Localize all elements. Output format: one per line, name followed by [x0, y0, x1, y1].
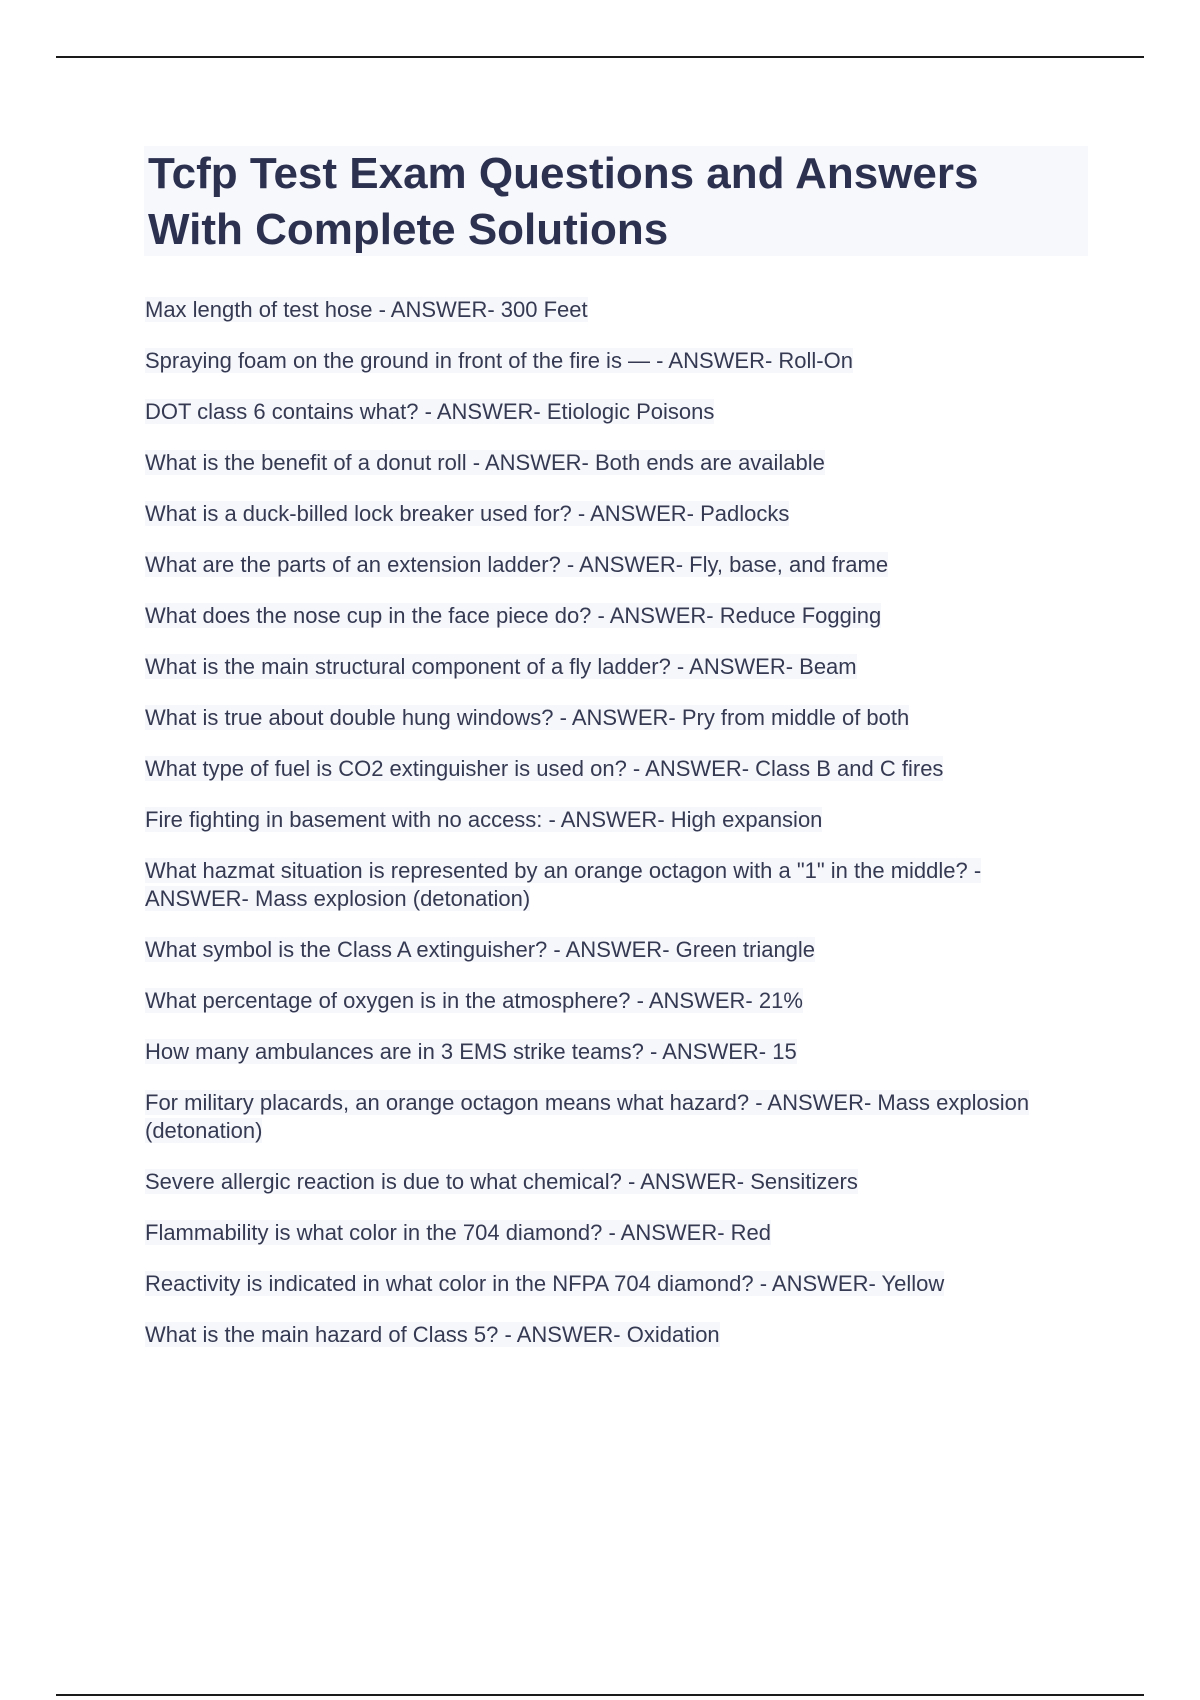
qa-text: What is true about double hung windows? - ANSWER- Pry from middle of both [145, 705, 910, 730]
qa-text: DOT class 6 contains what? - ANSWER- Etiologic Poisons [145, 399, 715, 424]
qa-item-15 [145, 1038, 1075, 1066]
qa-text: What is a duck-billed lock breaker used for? - ANSWER- Padlocks [145, 501, 790, 526]
qa-text: What type of fuel is CO2 extinguisher is used on? - ANSWER- Class B and C fires [145, 756, 944, 781]
qa-text: Max length of test hose - ANSWER- 300 Feet [145, 297, 588, 322]
header-rule [56, 56, 1144, 58]
qa-text: What percentage of oxygen is in the atmosphere? - ANSWER- 21% [145, 988, 803, 1013]
qa-text: What are the parts of an extension ladder? - ANSWER- Fly, base, and frame [145, 552, 889, 577]
qa-text: What symbol is the Class A extinguisher? - ANSWER- Green triangle [145, 937, 816, 962]
qa-text: For military placards, an orange octagon means what hazard? - ANSWER- Mass explosion (detonation) [145, 1090, 1030, 1143]
qa-text: What hazmat situation is represented by an orange octagon with a "1" in the middle? - ANSWER- Mass explosion (detonation) [145, 858, 982, 911]
qa-item-2 [145, 347, 1075, 375]
qa-item-16 [145, 1089, 1075, 1145]
qa-text: What is the main hazard of Class 5? - ANSWER- Oxidation [145, 1322, 720, 1347]
qa-item-17 [145, 1168, 1075, 1196]
qa-item-9 [145, 704, 1075, 732]
qa-item-7 [145, 602, 1075, 630]
qa-item-19 [145, 1270, 1075, 1298]
qa-item-4 [145, 449, 1075, 477]
qa-item-8 [145, 653, 1075, 681]
qa-item-11 [145, 806, 1075, 834]
qa-text: What is the main structural component of a fly ladder? - ANSWER- Beam [145, 654, 857, 679]
qa-item-10 [145, 755, 1075, 783]
qa-item-12 [145, 857, 1075, 913]
qa-text: Spraying foam on the ground in front of the fire is — - ANSWER- Roll-On [145, 348, 853, 373]
footer-rule [56, 1694, 1144, 1696]
qa-text: Flammability is what color in the 704 diamond? - ANSWER- Red [145, 1220, 772, 1245]
qa-item-5 [145, 500, 1075, 528]
qa-text: Severe allergic reaction is due to what chemical? - ANSWER- Sensitizers [145, 1169, 858, 1194]
qa-text: Reactivity is indicated in what color in the NFPA 704 diamond? - ANSWER- Yellow [145, 1271, 945, 1296]
qa-item-13 [145, 936, 1075, 964]
qa-item-1 [145, 296, 1075, 324]
title-block [144, 146, 1088, 256]
qa-item-3 [145, 398, 1075, 426]
qa-list [145, 296, 1075, 1372]
document-title: Tcfp Test Exam Questions and Answers With Complete Solutions [148, 149, 979, 254]
qa-item-6 [145, 551, 1075, 579]
qa-text: Fire fighting in basement with no access: - ANSWER- High expansion [145, 807, 823, 832]
qa-item-14 [145, 987, 1075, 1015]
qa-text: What is the benefit of a donut roll - ANSWER- Both ends are available [145, 450, 825, 475]
qa-text: What does the nose cup in the face piece do? - ANSWER- Reduce Fogging [145, 603, 882, 628]
qa-item-18 [145, 1219, 1075, 1247]
qa-item-20 [145, 1321, 1075, 1349]
qa-text: How many ambulances are in 3 EMS strike teams? - ANSWER- 15 [145, 1039, 797, 1064]
